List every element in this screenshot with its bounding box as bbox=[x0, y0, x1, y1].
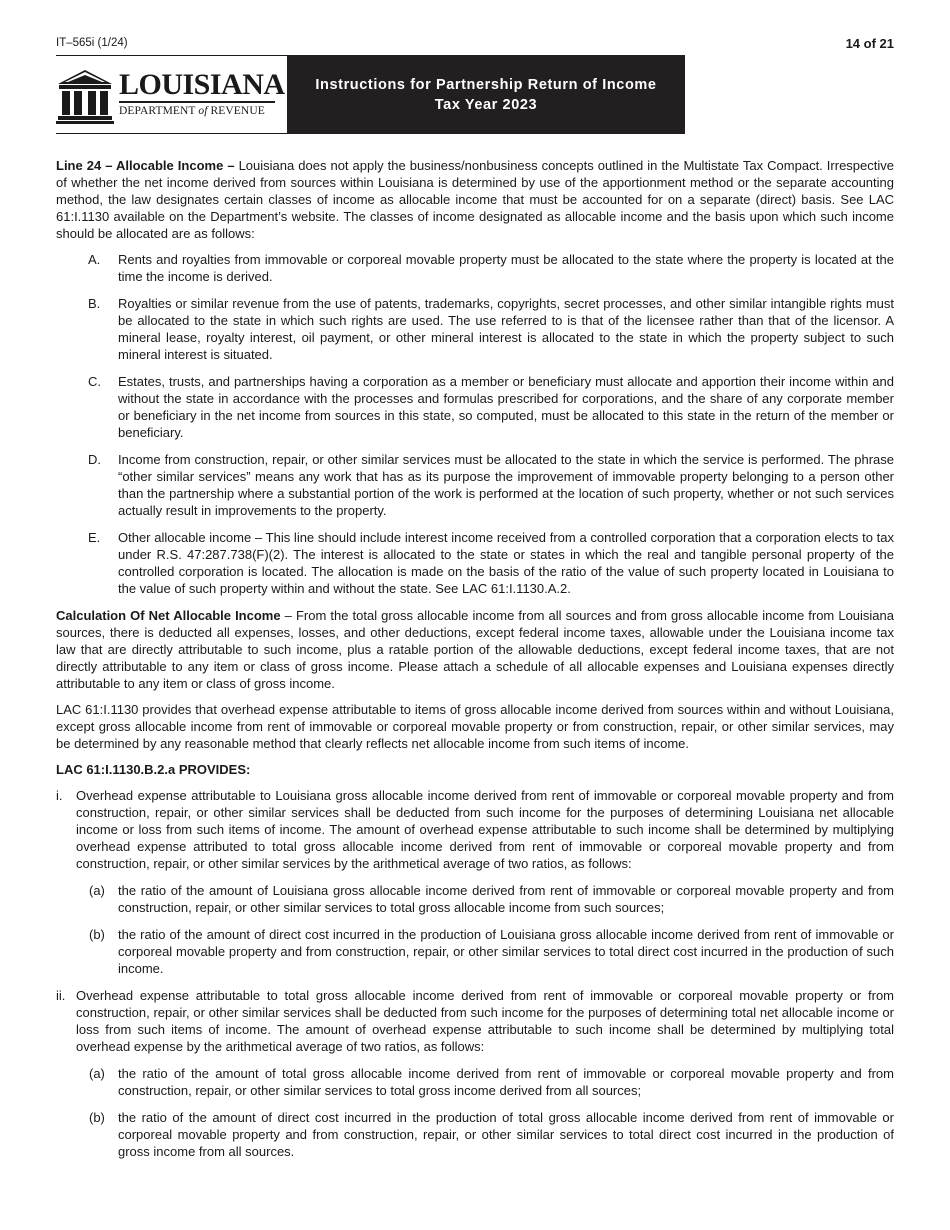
page-body bbox=[56, 157, 894, 1170]
list-item: E. Other allocable income – This line should include interest income received from a controlled corporation that a corporation elects to tax under R.S. 47:287.738(F)(2). The interest is allocated to the state or states in which the real and tangible personal property of the controlled corporation is located. The allocation is made on the basis of the ratio of the value of such property located in Louisiana to the value of such property within and without the state. See LAC 61:I.1130.A.2. bbox=[88, 530, 894, 596]
line24-paragraph: Line 24 – Allocable Income – Louisiana does not apply the business/nonbusiness concepts outlined in the Multistate Tax Compact. Irrespective of whether the net income derived from sources within Louisiana is determined by use of the apportionment method or the separate accounting method, the law designates certain classes of income as allocable income that must be accounted for on a separate (direct) basis. See LAC 61:I.1130 available on the Department’s website. The classes of income designated as allocable income and the basis upon which such income should be allocated are as follows: bbox=[56, 158, 894, 241]
list-item: D. Income from construction, repair, or other similar services must be allocated to the state in which the service is performed. The phrase “other similar services” means any work that has as its purpose the improvement of immovable property belonging to a person other than the partnership where a substantial portion of the work is performed at the location of such property, whether or not such services actually result in improvements to the property. bbox=[88, 452, 894, 518]
calculation-paragraph: Calculation Of Net Allocable Income – From the total gross allocable income from all sources and from gross allocable income from Louisiana sources, there is deducted all expenses, losses, and other deductions, except federal income taxes, allowable under the Louisiana income tax law that are directly attributable to such income, plus a ratable portion of the allowable deductions, except federal income taxes, that are not directly attributable to any item or class of gross income. Please attach a schedule of all allocable expenses and Louisiana expenses directly attributable to any item or class of gross income. bbox=[56, 608, 894, 691]
calculation-heading: Calculation Of Net Allocable Income bbox=[56, 608, 281, 623]
provides-heading: LAC 61:I.1130.B.2.a PROVIDES: bbox=[56, 762, 251, 777]
sub-item: (b) the ratio of the amount of direct cost incurred in the production of total gross allocable income derived from rent of immovable or corporeal movable property and from construction, repair, or other similar services to total direct cost incurred in the production of gross income from all sources. bbox=[89, 1110, 894, 1159]
roman-item-ii: ii. Overhead expense attributable to total gross allocable income derived from rent of immovable or corporeal movable property or from construction, repair, or other similar services shall be deducted from such income for the purposes of determining total net allocable income or loss from such items of income. The amount of overhead expense attributable to such income shall be determined by multiplying total overhead expense by the arithmetical average of two ratios, as follows: bbox=[56, 988, 894, 1054]
overhead-paragraph: LAC 61:I.1130 provides that overhead expense attributable to items of gross allocable income derived from sources within and without Louisiana, except gross allocable income from rent of immovable or corporeal movable property or from construction, repair, or other similar services, may be determined by any reasonable method that clearly reflects net allocable income from such items of income. bbox=[56, 702, 894, 751]
sub-item: (a) the ratio of the amount of Louisiana gross allocable income derived from rent of immovable or corporeal movable property and from construction, repair, or other similar services to total gross allocable income from such sources; bbox=[89, 883, 894, 915]
form-id: IT–565i (1/24) bbox=[56, 37, 128, 49]
allocable-income-list bbox=[56, 251, 894, 597]
line24-heading: Line 24 – Allocable Income – bbox=[56, 158, 235, 173]
list-item: A. Rents and royalties from immovable or corporeal movable property must be allocated to the state where the property is located at the time the income is derived. bbox=[88, 252, 894, 284]
sub-item: (b) the ratio of the amount of direct cost incurred in the production of Louisiana gross allocable income derived from rent of immovable or corporeal movable property and from construction, repair, or other similar services to total direct cost incurred in the production of such income. bbox=[89, 927, 894, 976]
page-header bbox=[56, 55, 685, 134]
title-line-2: Tax Year 2023 bbox=[434, 96, 538, 113]
title-line-1: Instructions for Partnership Return of Income bbox=[315, 76, 657, 93]
page-number: 14 of 21 bbox=[845, 36, 894, 51]
logo-wordmark: LOUISIANA bbox=[119, 68, 285, 101]
capitol-building-icon bbox=[56, 66, 114, 124]
sub-item: (a) the ratio of the amount of total gross allocable income derived from rent of immovable or corporeal movable property and from construction, repair, or other similar services to total gross income derived from all sources; bbox=[89, 1066, 894, 1098]
logo-department-name: DEPARTMENT of REVENUE bbox=[119, 105, 265, 117]
roman-item-i: i. Overhead expense attributable to Louisiana gross allocable income derived from rent of immovable or corporeal movable property and from construction, repair, or other similar services shall be deducted from such income for the purposes of determining Louisiana net allocable income or loss from such items of income. The amount of overhead expense attributable to such income shall be determined by multiplying overhead expense attributed to total gross allocable income derived from rent of immovable or corporeal movable property and from construction, repair, or other similar services by the arithmetical average of two ratios, as follows: bbox=[56, 788, 894, 871]
document-title bbox=[287, 55, 685, 134]
list-item: C. Estates, trusts, and partnerships having a corporation as a member or beneficiary must allocate and apportion their income within and without the state in accordance with the processes and formulas prescribed for corporations, and the share of any corporate member or beneficiary in the net income from sources in this state, so computed, must be allocated to this state in the return of the member or beneficiary. bbox=[88, 374, 894, 440]
list-item: B. Royalties or similar revenue from the use of patents, trademarks, copyrights, secret processes, and other similar intangible rights must be allocated to the state in which such rights are used. The use referred to is that of the licensee rather than that of the licensor. A mineral lease, royalty interest, oil payment, or other mineral interest is allocated to the state in which the property subject to such mineral interest is situated. bbox=[88, 296, 894, 362]
logo-rule bbox=[119, 101, 275, 103]
department-logo bbox=[56, 55, 287, 134]
